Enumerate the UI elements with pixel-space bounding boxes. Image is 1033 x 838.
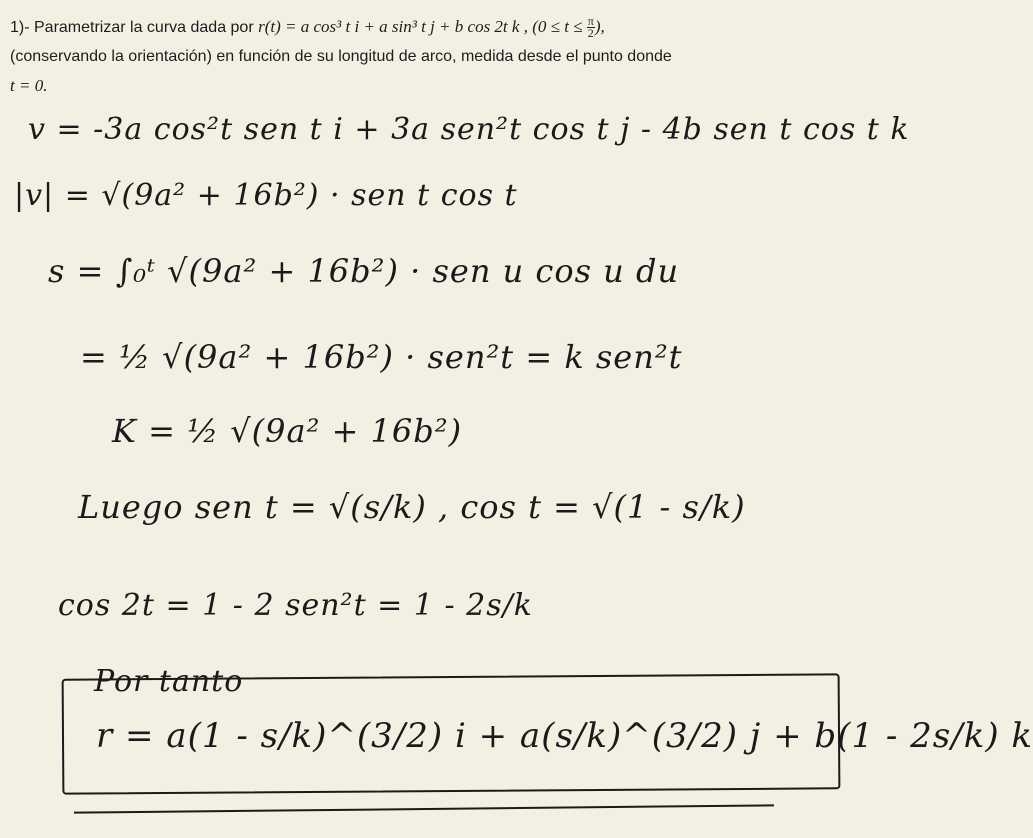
formula-close: ), [594, 17, 605, 36]
problem-line-2: (conservando la orientación) en función de su longitud de arco, medida desde el punto donde [10, 48, 672, 65]
constant-k-definition: K = ½ √(9a² + 16b²) [112, 412, 463, 450]
problem-line-3: t = 0. [10, 76, 48, 95]
problem-line-1 [10, 12, 840, 42]
problem-statement [10, 12, 840, 100]
speed-magnitude: |v| = √(9a² + 16b²) · sen t cos t [14, 178, 518, 213]
curve-formula: r(t) = a cos³ t i + a sin³ t j + b cos 2t k , (0 ≤ t ≤ [258, 17, 587, 36]
cos-2t-identity: cos 2t = 1 - 2 sen²t = 1 - 2s/k [58, 588, 533, 623]
arc-length-integral: s = ∫₀ᵗ √(9a² + 16b²) · sen u cos u du [48, 252, 680, 290]
velocity-vector: v = -3a cos²t sen t i + 3a sen²t cos t j - 4b sen t cos t k [28, 112, 910, 147]
final-parametrization: r = a(1 - s/k)^(3/2) i + a(s/k)^(3/2) j + b(1 - 2s/k) k [96, 716, 1033, 756]
pi-over-two: $\frac{\pi}{2}$ [587, 14, 594, 41]
therefore-label: Por tanto [94, 664, 244, 699]
answer-underline [74, 804, 774, 813]
problem-intro: 1)- Parametrizar la curva dada por [10, 19, 259, 36]
arc-length-result: = ½ √(9a² + 16b²) · sen²t = k sen²t [80, 338, 683, 376]
sin-cos-in-terms-of-s: Luego sen t = √(s/k) , cos t = √(1 - s/k) [78, 488, 746, 526]
